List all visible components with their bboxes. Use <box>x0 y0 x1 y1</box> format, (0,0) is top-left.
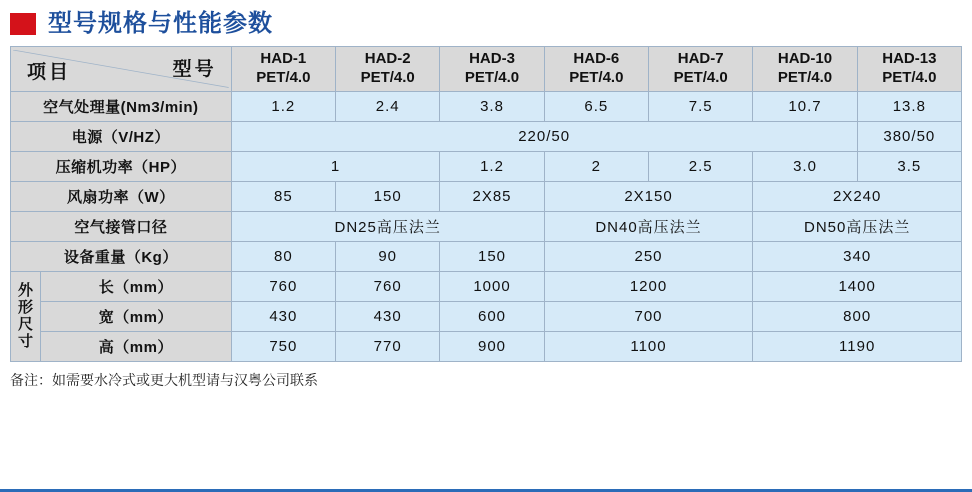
row-label-length: 长（mm） <box>41 271 232 301</box>
column-header-1 <box>231 47 335 92</box>
table-header-row <box>11 47 962 92</box>
cell-pipe-diameter-2: DN40高压法兰 <box>544 211 753 241</box>
page-title: 型号规格与性能参数 <box>48 10 273 37</box>
row-label-power-supply: 电源（V/HZ） <box>11 121 232 151</box>
table-row <box>11 331 962 361</box>
cell-length-2: 760 <box>336 271 440 301</box>
cell-weight-3: 150 <box>440 241 544 271</box>
cell-air-flow-2: 2.4 <box>336 91 440 121</box>
table-row <box>11 121 962 151</box>
cell-air-flow-5: 7.5 <box>649 91 753 121</box>
column-header-2 <box>336 47 440 92</box>
cell-length-1: 760 <box>231 271 335 301</box>
column-header-7-line2: PET/4.0 <box>882 68 937 86</box>
column-header-4-line2: PET/4.0 <box>569 68 624 86</box>
cell-fan-power-3: 2X85 <box>440 181 544 211</box>
page-title-row <box>0 0 972 46</box>
column-header-1-line1: HAD-1 <box>260 50 307 67</box>
column-header-1-line2: PET/4.0 <box>256 68 311 86</box>
table-row <box>11 181 962 211</box>
row-group-label-dimensions <box>11 271 41 361</box>
cell-pipe-diameter-3: DN50高压法兰 <box>753 211 962 241</box>
cell-compressor-power-5: 3.0 <box>753 151 857 181</box>
cell-fan-power-4: 2X150 <box>544 181 753 211</box>
cell-weight-2: 90 <box>336 241 440 271</box>
column-header-6-line2: PET/4.0 <box>777 68 833 86</box>
table-row <box>11 271 962 301</box>
cell-pipe-diameter-1: DN25高压法兰 <box>231 211 544 241</box>
table-row <box>11 241 962 271</box>
row-label-fan-power: 风扇功率（W） <box>11 181 232 211</box>
column-header-2-line2: PET/4.0 <box>360 68 415 86</box>
cell-compressor-power-2: 1.2 <box>440 151 544 181</box>
cell-height-1: 750 <box>231 331 335 361</box>
column-header-3-line2: PET/4.0 <box>464 68 520 86</box>
cell-fan-power-1: 85 <box>231 181 335 211</box>
row-label-height: 高（mm） <box>41 331 232 361</box>
cell-weight-5: 340 <box>753 241 962 271</box>
row-label-weight: 设备重量（Kg） <box>11 241 232 271</box>
cell-height-4: 1100 <box>544 331 753 361</box>
cell-height-2: 770 <box>336 331 440 361</box>
row-label-compressor-power: 压缩机功率（HP） <box>11 151 232 181</box>
header-model-label: 型号 <box>172 59 217 80</box>
specification-table <box>10 46 962 362</box>
cell-compressor-power-6: 3.5 <box>857 151 961 181</box>
cell-air-flow-7: 13.8 <box>857 91 961 121</box>
cell-width-1: 430 <box>231 301 335 331</box>
row-label-width: 宽（mm） <box>41 301 232 331</box>
cell-air-flow-3: 3.8 <box>440 91 544 121</box>
cell-width-2: 430 <box>336 301 440 331</box>
column-header-6-line1: HAD-10 <box>777 50 833 67</box>
column-header-5-line1: HAD-7 <box>677 50 724 67</box>
cell-weight-1: 80 <box>231 241 335 271</box>
column-header-6 <box>753 47 857 92</box>
cell-width-3: 600 <box>440 301 544 331</box>
cell-power-supply-2: 380/50 <box>857 121 961 151</box>
cell-length-3: 1000 <box>440 271 544 301</box>
table-row <box>11 91 962 121</box>
cell-fan-power-2: 150 <box>336 181 440 211</box>
table-row <box>11 151 962 181</box>
cell-air-flow-1: 1.2 <box>231 91 335 121</box>
cell-power-supply-1: 220/50 <box>231 121 857 151</box>
table-row <box>11 301 962 331</box>
cell-weight-4: 250 <box>544 241 753 271</box>
cell-width-4: 700 <box>544 301 753 331</box>
cell-height-5: 1190 <box>753 331 962 361</box>
cell-compressor-power-1: 1 <box>231 151 440 181</box>
header-corner-cell <box>11 47 232 92</box>
column-header-7 <box>857 47 961 92</box>
header-item-label: 项目 <box>27 61 72 83</box>
cell-compressor-power-4: 2.5 <box>649 151 753 181</box>
cell-air-flow-4: 6.5 <box>544 91 648 121</box>
table-row <box>11 211 962 241</box>
title-marker-icon <box>10 13 36 35</box>
cell-length-5: 1400 <box>753 271 962 301</box>
cell-fan-power-5: 2X240 <box>753 181 962 211</box>
column-header-5-line2: PET/4.0 <box>673 68 728 86</box>
column-header-5 <box>649 47 753 92</box>
column-header-2-line1: HAD-2 <box>364 50 411 67</box>
table-note: 备注：如需要水冷式或更大机型请与汉粤公司联系 <box>10 371 318 388</box>
column-header-7-line1: HAD-13 <box>882 50 937 67</box>
dimension-label-char-1: 外 <box>18 281 34 299</box>
cell-length-4: 1200 <box>544 271 753 301</box>
cell-air-flow-6: 10.7 <box>753 91 857 121</box>
row-label-pipe-diameter: 空气接管口径 <box>11 211 232 241</box>
dimension-label-char-4: 寸 <box>18 333 34 351</box>
dimension-label-char-2: 形 <box>18 298 34 316</box>
cell-width-5: 800 <box>753 301 962 331</box>
dimension-label-char-3: 尺 <box>18 316 34 333</box>
column-header-3 <box>440 47 544 92</box>
column-header-4 <box>544 47 648 92</box>
cell-height-3: 900 <box>440 331 544 361</box>
cell-compressor-power-3: 2 <box>544 151 648 181</box>
column-header-4-line1: HAD-6 <box>573 50 620 67</box>
column-header-3-line1: HAD-3 <box>469 50 515 67</box>
row-label-air-flow: 空气处理量(Nm3/min) <box>11 91 232 121</box>
